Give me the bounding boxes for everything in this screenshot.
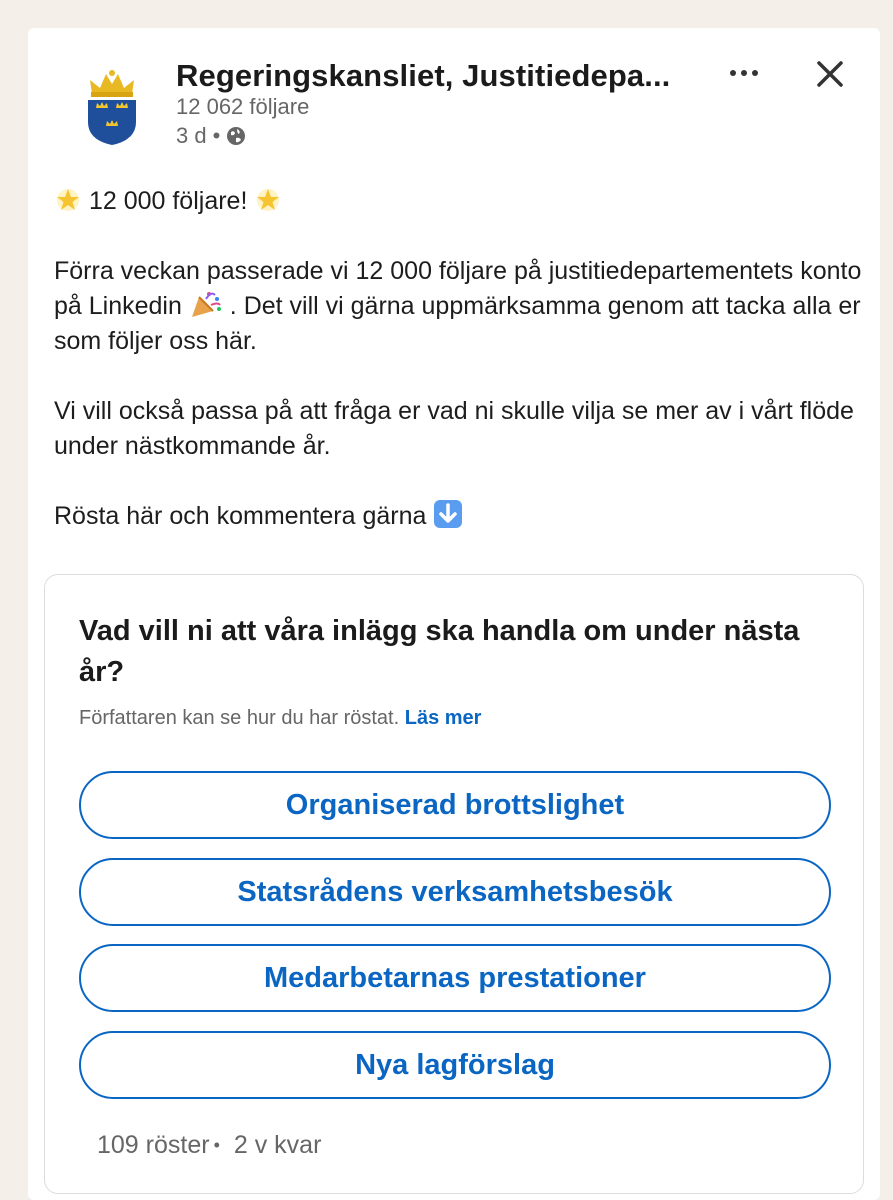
spacer xyxy=(54,219,864,254)
swedish-coat-of-arms-icon[interactable] xyxy=(84,68,140,146)
poll-option-organized-crime[interactable]: Organiserad brottslighet xyxy=(79,771,831,839)
paragraph-3-text: Rösta här och kommentera gärna xyxy=(54,502,427,530)
poll-option-new-bills[interactable]: Nya lagförslag xyxy=(79,1031,831,1099)
party-popper-icon xyxy=(189,289,223,319)
poll-note-text: Författaren kan se hur du har röstat. xyxy=(79,707,400,729)
post-body xyxy=(54,184,864,534)
poll-option-minister-visits[interactable]: Statsrådens verksamhetsbesök xyxy=(79,858,831,926)
star-icon xyxy=(54,186,82,214)
close-icon[interactable] xyxy=(812,56,848,92)
more-horizontal-icon xyxy=(730,70,736,76)
spacer xyxy=(54,464,864,499)
paragraph-1-start: Förra veckan passerade vi 12 000 följare på justitiedepartementets konto på Linkedin xyxy=(54,257,862,320)
poll-note xyxy=(79,707,481,730)
poll-footer xyxy=(97,1131,321,1160)
poll-card xyxy=(44,574,864,1194)
post-headline: 12 000 följare! xyxy=(88,187,248,215)
paragraph-1-end: . Det vill vi gärna uppmärksamma genom att tacka alla er som följer oss här. xyxy=(54,292,861,355)
star-icon xyxy=(254,186,282,214)
more-dot xyxy=(752,70,758,76)
paragraph-1 xyxy=(54,254,864,359)
globe-icon xyxy=(226,126,246,146)
post-age: 3 d xyxy=(176,123,207,148)
spacer xyxy=(54,359,864,394)
post-card xyxy=(28,28,880,1200)
vote-count[interactable]: 109 röster xyxy=(97,1131,210,1159)
post-meta xyxy=(176,123,246,149)
footer-separator: • xyxy=(213,1135,220,1155)
more-options-button[interactable] xyxy=(722,58,766,88)
poll-option-staff-achievements[interactable]: Medarbetarnas prestationer xyxy=(79,944,831,1012)
organization-name[interactable]: Regeringskansliet, Justitiedepa... xyxy=(176,58,671,93)
down-arrow-icon xyxy=(433,499,463,529)
time-left: 2 v kvar xyxy=(233,1131,322,1159)
paragraph-3 xyxy=(54,499,864,534)
more-dot xyxy=(741,70,747,76)
headline-line xyxy=(54,184,864,219)
poll-question: Vad vill ni att våra inlägg ska handla om under nästa år? xyxy=(79,615,800,688)
read-more-link[interactable]: Läs mer xyxy=(404,707,482,729)
follower-count: 12 062 följare xyxy=(176,94,310,119)
meta-separator: • xyxy=(212,123,221,148)
paragraph-2: Vi vill också passa på att fråga er vad ni skulle vilja se mer av i vårt flöde under nästkommande år. xyxy=(54,397,854,460)
